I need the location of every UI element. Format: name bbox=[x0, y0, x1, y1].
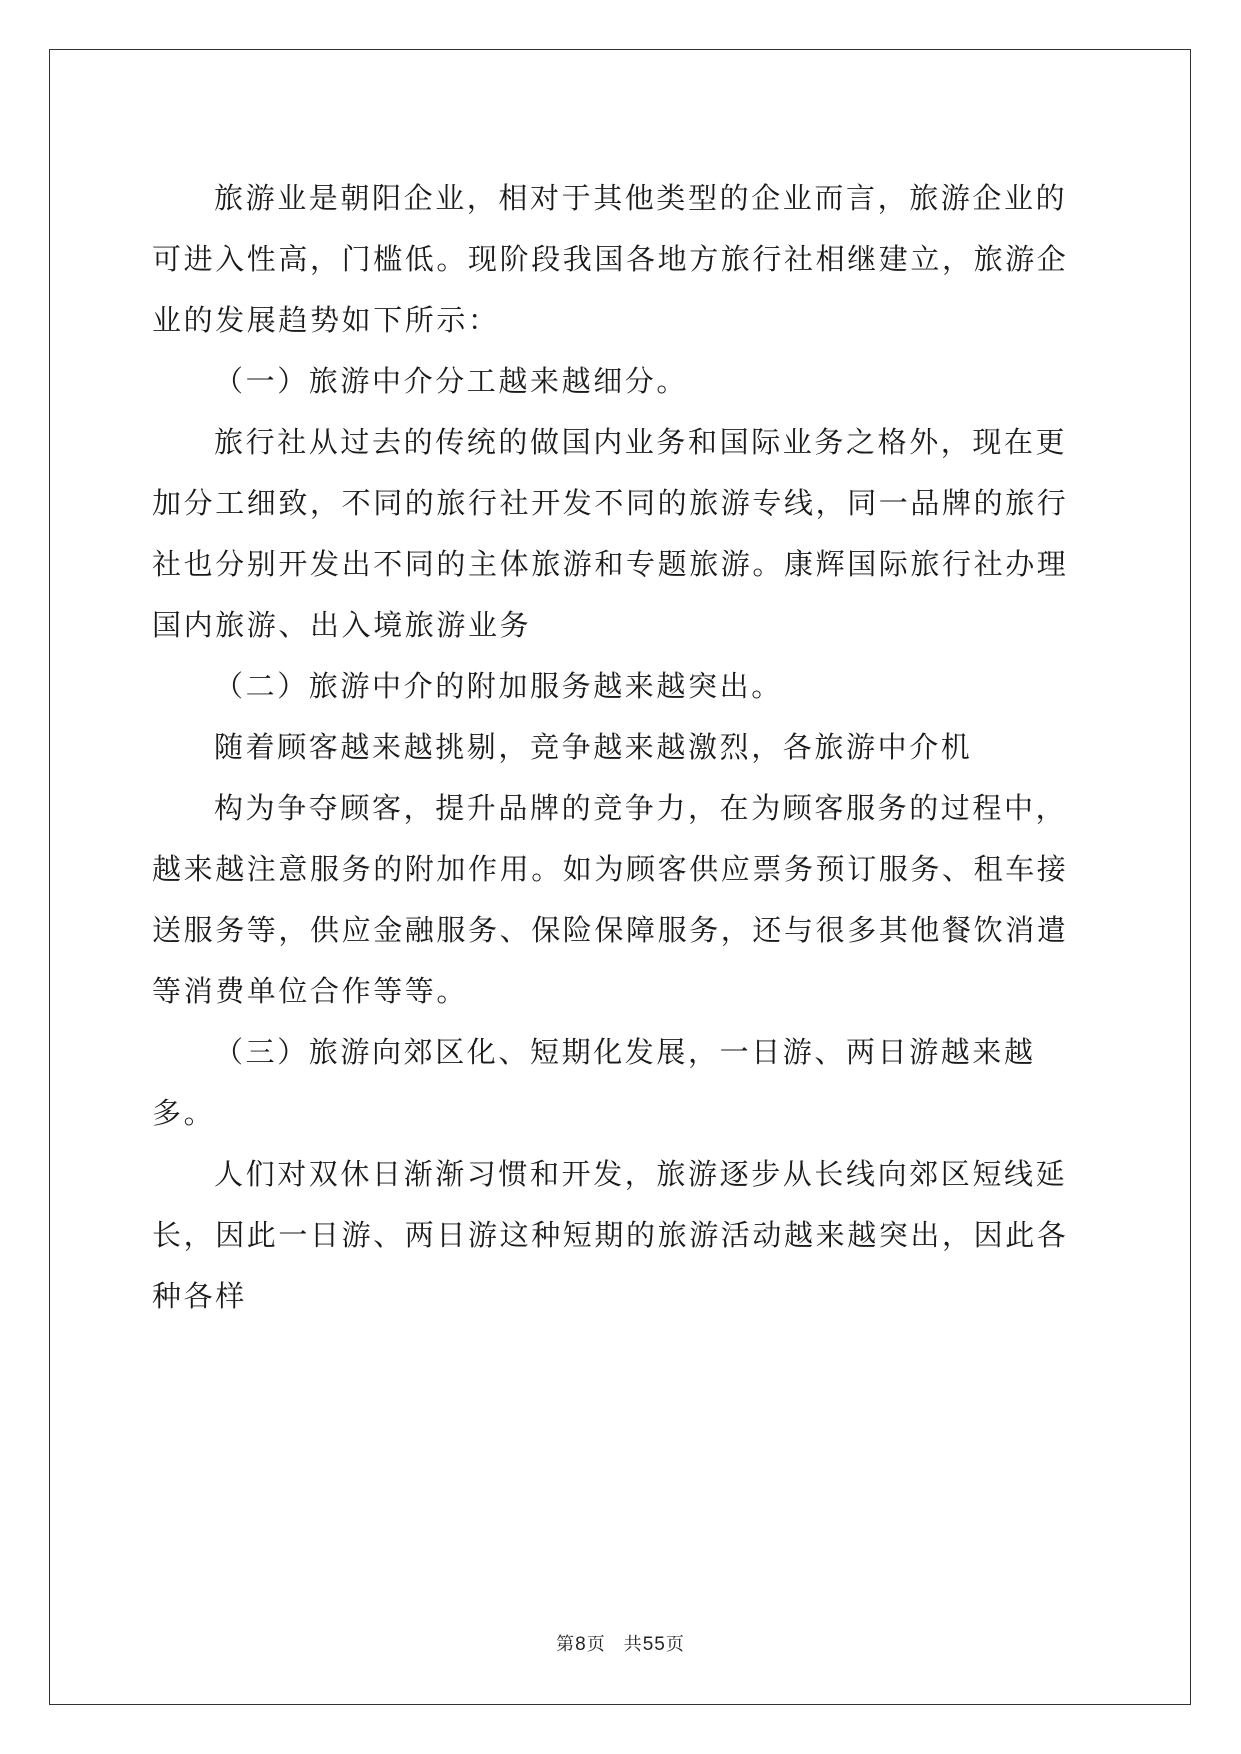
section-heading-2: （二）旅游中介的附加服务越来越突出。 bbox=[214, 669, 783, 703]
section-heading-1: （一）旅游中介分工越来越细分。 bbox=[214, 364, 689, 398]
footer-total-suffix: 页 bbox=[665, 1634, 685, 1655]
footer-total-prefix: 共 bbox=[623, 1634, 643, 1655]
paragraph-section-2: 构为争夺顾客，提升品牌的竞争力，在为顾客服务的过程中，越来越注意服务的附加作用。如为顾客供应票务预订服务、租车接送服务等，供应金融服务、保险保障服务，还与很多其他餐饮消遣等消费单位合作等等。 bbox=[152, 791, 1069, 1008]
footer-prefix: 第 bbox=[556, 1634, 576, 1655]
document-body bbox=[152, 168, 1092, 1327]
footer-total-pages: 55 bbox=[642, 1634, 666, 1655]
paragraph-intro: 旅游业是朝阳企业，相对于其他类型的企业而言，旅游企业的可进入性高，门槛低。现阶段我国各地方旅行社相继建立，旅游企业的发展趋势如下所示： bbox=[152, 181, 1069, 337]
section-heading-3: （三）旅游向郊区化、短期化发展，一日游、两日游越来越多。 bbox=[152, 1035, 1036, 1130]
footer-page-suffix: 页 bbox=[586, 1634, 606, 1655]
paragraph-section-1: 旅行社从过去的传统的做国内业务和国际业务之格外，现在更加分工细致，不同的旅行社开发不同的旅游专线，同一品牌的旅行社也分别开发出不同的主体旅游和专题旅游。康辉国际旅行社办理国内旅游、出入境旅游业务 bbox=[152, 425, 1069, 642]
paragraph-section-3: 人们对双休日渐渐习惯和开发，旅游逐步从长线向郊区短线延长，因此一日游、两日游这种短期的旅游活动越来越突出，因此各种各样 bbox=[152, 1157, 1069, 1313]
paragraph-section-2-line: 随着顾客越来越挑剔，竞争越来越激烈，各旅游中介机 bbox=[214, 730, 973, 764]
page-footer bbox=[0, 1630, 1241, 1656]
footer-page-number: 8 bbox=[575, 1634, 587, 1655]
